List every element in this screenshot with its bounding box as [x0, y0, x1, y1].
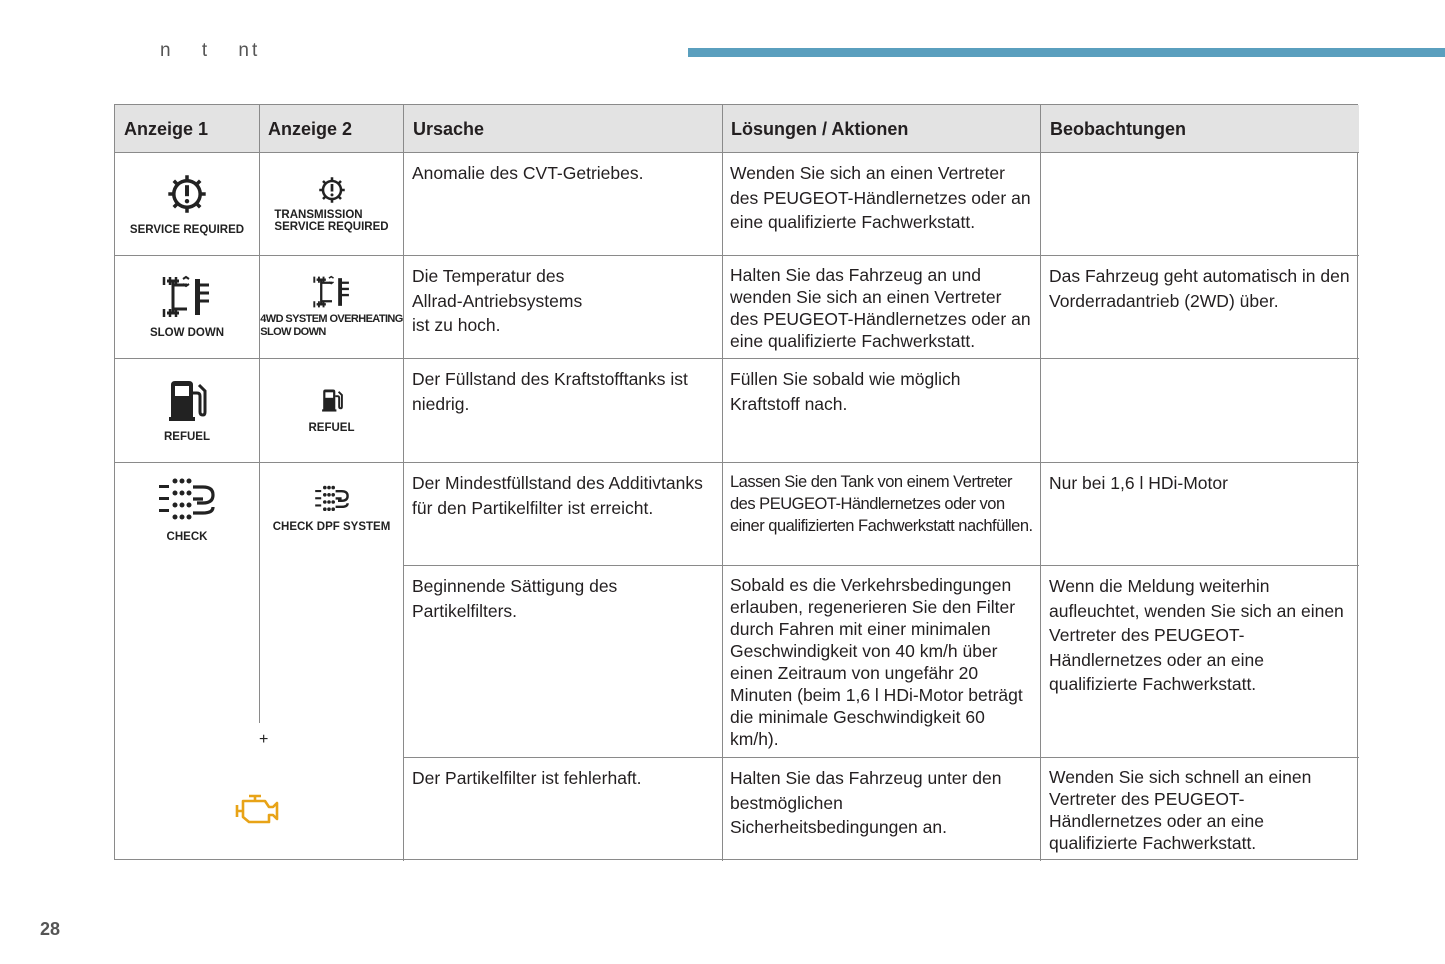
column-header-display2: Anzeige 2 [259, 105, 404, 153]
row1-observation [1041, 153, 1359, 255]
row1-display2 [259, 153, 404, 255]
fuel-pump-icon [167, 379, 207, 421]
row1-display1-label: SERVICE REQUIRED [129, 224, 245, 236]
row1-display2-label: TRANSMISSION SERVICE REQUIRED [274, 209, 389, 233]
row2-observation: Das Fahrzeug geht automatisch in den Vorderradantrieb (2WD) über. [1049, 266, 1350, 311]
row2-display1-label: SLOW DOWN [149, 327, 225, 339]
row3-cause: Der Füllstand des Kraftstofftanks ist niedrig. [412, 369, 688, 414]
row4-display1 [115, 477, 259, 557]
row1-solution: Wenden Sie sich an einen Vertreter des PEUGEOT-Händlernetzes oder an eine qualifizierte Fachwerkstatt. [730, 163, 1031, 232]
column-header-cause: Ursache [404, 105, 722, 153]
page-header-text: n t nt [160, 40, 261, 61]
row5-solution: Sobald es die Verkehrsbedingungen erlauben, regenerieren Sie den Filter durch Fahren mit einer minimalen Geschwindigkeit von 40 km/h über einen Zeitraum von ungefähr 20 Minuten (beim 1,6 l HDi-Motor beträgt die minimale Geschwindigkeit 60 km/h). [730, 575, 1023, 749]
combined-display-plus: + [259, 731, 269, 748]
row2-display2-label: 4WD SYSTEM OVERHEATING SLOW DOWN [260, 313, 403, 338]
row3-display2 [259, 359, 404, 462]
4wd-temperature-icon [161, 275, 213, 319]
row4-observation: Nur bei 1,6 l HDi-Motor [1049, 473, 1228, 493]
row6-observation: Wenden Sie sich schnell an einen Vertreter des PEUGEOT-Händlernetzes oder an eine qualifizierte Fachwerkstatt. [1049, 767, 1312, 853]
row4-display1-label: CHECK [166, 531, 208, 543]
column-header-solution: Lösungen / Aktionen [722, 105, 1041, 153]
row5-cause: Beginnende Sättigung des Partikelfilters. [412, 576, 618, 621]
column-header-observation: Beobachtungen [1041, 105, 1359, 153]
row6-cause: Der Partikelfilter ist fehlerhaft. [412, 768, 642, 788]
row4-display2-label: CHECK DPF SYSTEM [272, 521, 391, 533]
row2-display1 [115, 256, 259, 358]
row2-display2 [259, 256, 404, 358]
page-number: 28 [40, 919, 61, 939]
engine-check-icon [235, 792, 283, 828]
row3-solution: Füllen Sie sobald wie möglich Kraftstoff nach. [730, 369, 961, 414]
row1-display1 [115, 153, 259, 255]
transmission-service-icon [317, 175, 347, 205]
column-header-display1: Anzeige 1 [115, 105, 259, 153]
row2-cause: Die Temperatur des Allrad-Antriebsystems ist zu hoch. [412, 266, 583, 335]
header-accent-bar [688, 48, 1445, 57]
row4-cause: Der Mindestfüllstand des Additivtanks für den Partikelfilter ist erreicht. [412, 473, 703, 518]
warning-table [114, 104, 1358, 860]
row6-solution: Halten Sie das Fahrzeug unter den bestmöglichen Sicherheitsbedingungen an. [730, 768, 1002, 837]
row1-cause: Anomalie des CVT-Getriebes. [412, 163, 644, 183]
row3-observation [1041, 359, 1359, 462]
row3-display1-label: REFUEL [164, 430, 210, 443]
row4-display2 [259, 485, 404, 545]
fuel-pump-small-icon [321, 388, 343, 412]
particle-filter-icon [157, 477, 217, 523]
row2-solution: Halten Sie das Fahrzeug an und wenden Sie sich an einen Vertreter des PEUGEOT-Händlernetzes oder an eine qualifizierte Fachwerkstatt. [730, 265, 1031, 351]
row3-display1 [115, 359, 259, 462]
particle-filter-small-icon [314, 485, 350, 513]
service-required-icon [165, 172, 209, 216]
row5-observation: Wenn die Meldung weiterhin aufleuchtet, wenden Sie sich an einen Vertreter des PEUGEOT-Händlernetzes oder an eine qualifizierte Fachwerkstatt. [1049, 576, 1344, 694]
4wd-temperature-small-icon [312, 275, 352, 309]
row3-display2-label: REFUEL [308, 421, 355, 434]
row4-solution: Lassen Sie den Tank von einem Vertreter des PEUGEOT-Händlernetzes oder von einer qualifizierten Fachwerkstatt nachfüllen. [730, 473, 1033, 535]
row6-display [225, 785, 293, 835]
